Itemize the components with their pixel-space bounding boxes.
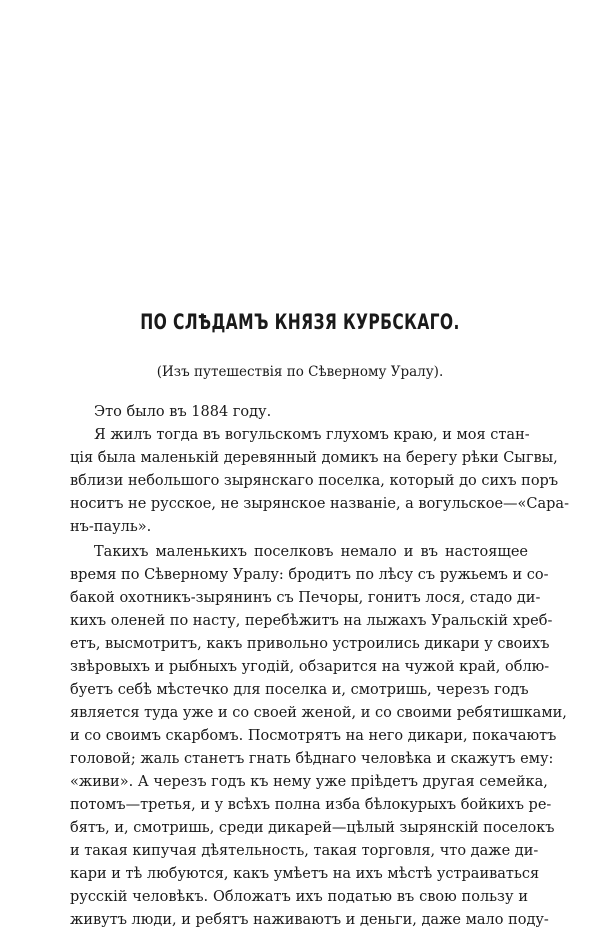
text-line: бятъ, и, смотришь, среди дикарей—цѣлый зырянскій поселокъ (70, 820, 555, 836)
chapter-subtitle: (Изъ путешествія по Сѣверному Уралу). (156, 364, 444, 380)
text-line: носитъ не русское, не зырянское названіе, а вогульское—«Сара- (70, 496, 569, 512)
text-line: «живи». А черезъ годъ къ нему уже пріѣдетъ другая семейка, (70, 774, 548, 790)
text-line: потомъ—третья, и у всѣхъ полна изба бѣлокурыхъ бойкихъ ре- (70, 797, 552, 813)
text-line: Я жилъ тогда въ вогульскомъ глухомъ краю, и моя стан- (94, 427, 530, 443)
text-line: нъ-пауль». (70, 519, 152, 535)
text-line: Такихъ маленькихъ поселковъ немало и въ настоящее (94, 544, 528, 560)
text-line: звѣровыхъ и рыбныхъ угодій, обзарится на чужой край, облю- (70, 659, 550, 675)
text-line: русскій человѣкъ. Обложатъ ихъ податью въ свою пользу и (70, 889, 528, 905)
text-line: вблизи небольшого зырянскаго поселка, который до сихъ поръ (70, 473, 559, 489)
text-line: кари и тѣ любуются, какъ умѣетъ на ихъ мѣстѣ устраиваться (70, 866, 540, 882)
text-line: ція была маленькій деревянный домикъ на берегу рѣки Сыгвы, (70, 450, 558, 466)
text-line: етъ, высмотритъ, какъ привольно устроились дикари у своихъ (70, 636, 550, 652)
text-line: является туда уже и со своей женой, и со своими ребятишками, (70, 705, 567, 721)
text-line: буетъ себѣ мѣстечко для поселка и, смотришь, черезъ годъ (70, 682, 529, 698)
chapter-title: ПО СЛѢДАМЪ КНЯЗЯ КУРБСКАГО. (140, 310, 460, 334)
text-line: время по Сѣверному Уралу: бродитъ по лѣсу съ ружьемъ и со- (70, 567, 549, 583)
text-line: и такая кипучая дѣятельность, такая торговля, что даже ди- (70, 843, 539, 859)
text-line: и со своимъ скарбомъ. Посмотрятъ на него дикари, покачаютъ (70, 728, 557, 744)
text-line: головой; жаль станетъ гнать бѣднаго человѣка и скажутъ ему: (70, 751, 554, 767)
text-line: бакой охотникъ-зырянинъ съ Печоры, гонитъ лося, стадо ди- (70, 590, 541, 606)
text-line: кихъ оленей по насту, перебѣжитъ на лыжахъ Уральскій хреб- (70, 613, 553, 629)
text-line: живутъ люди, и ребятъ наживаютъ и деньги, даже мало поду- (70, 912, 549, 928)
text-line: Это было въ 1884 году. (94, 404, 272, 420)
